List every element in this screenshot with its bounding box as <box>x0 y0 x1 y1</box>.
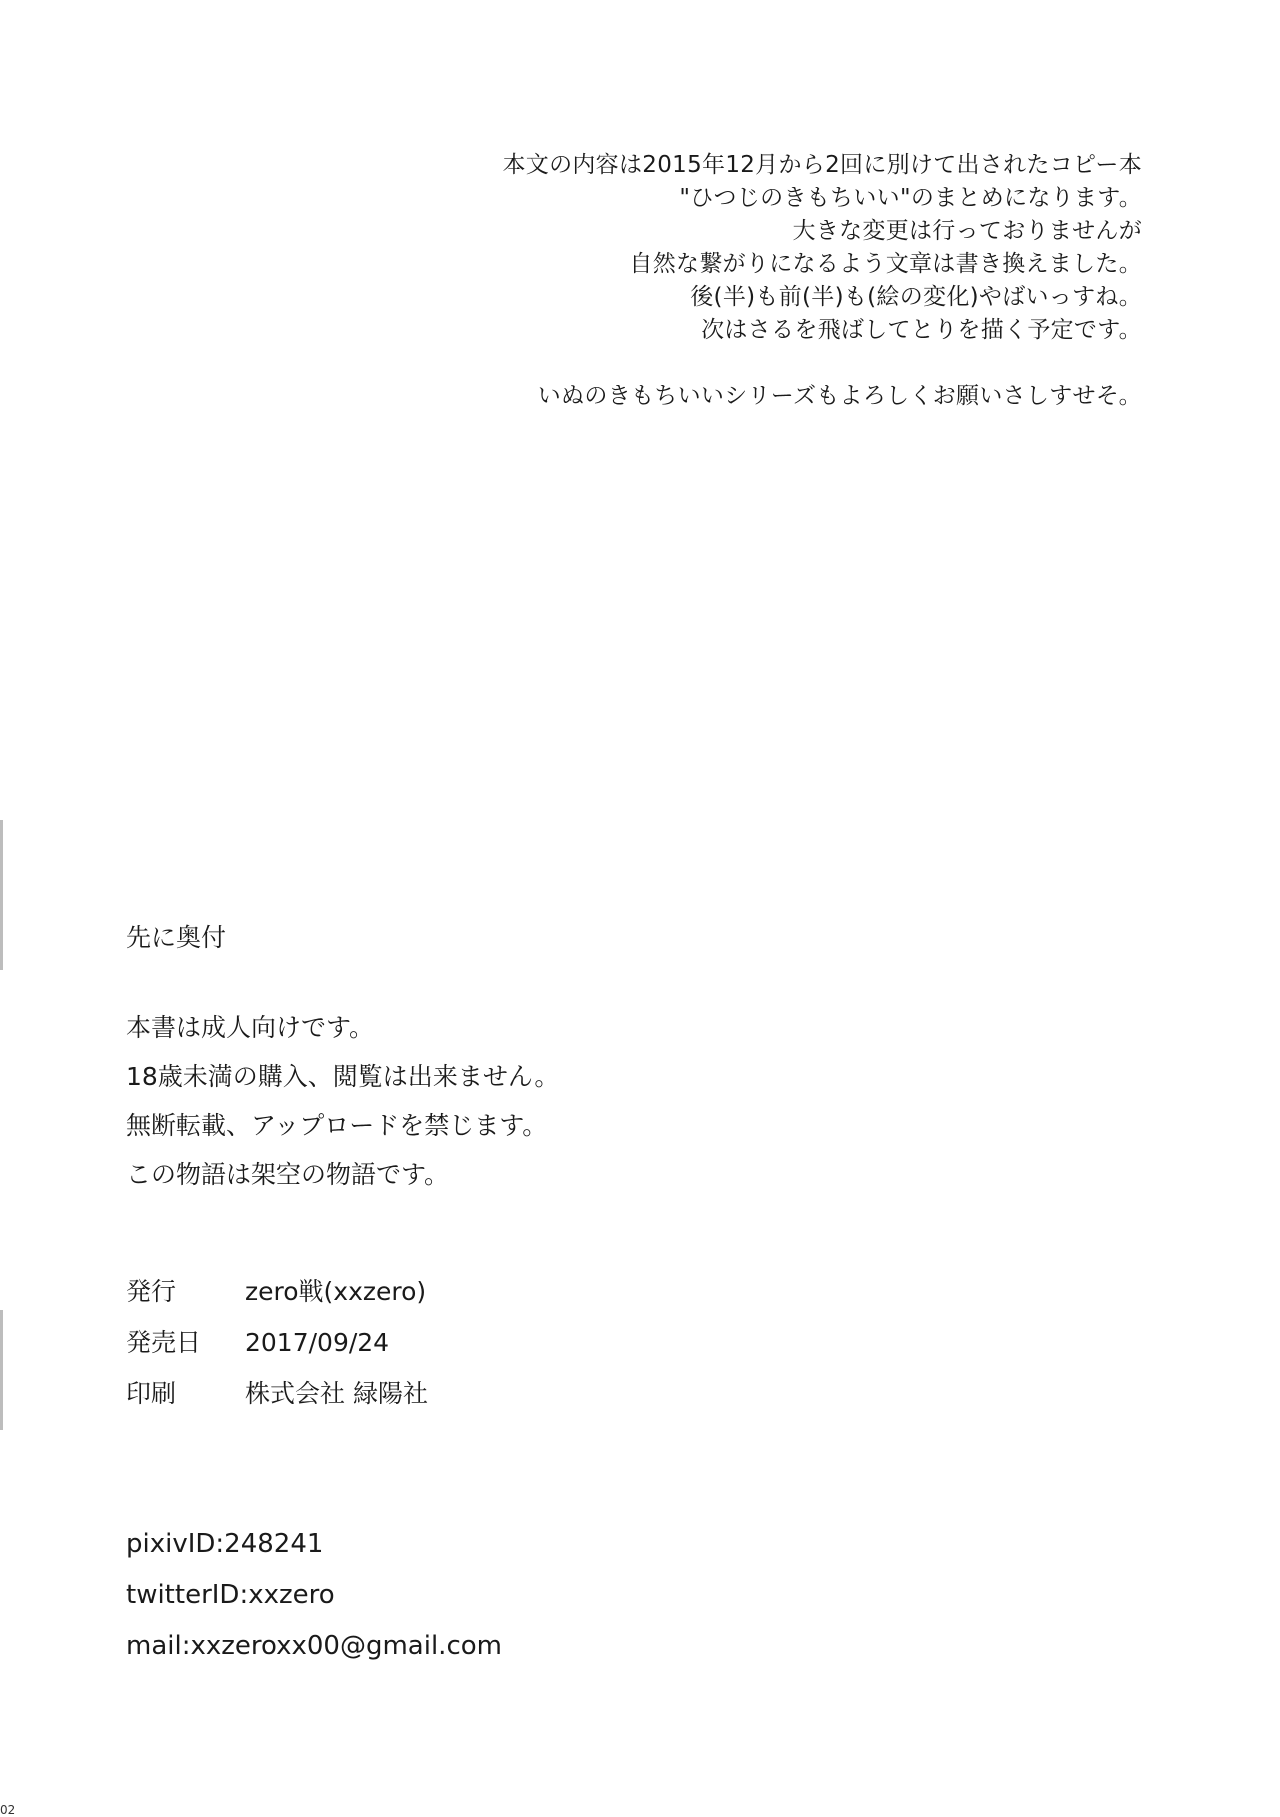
pixiv-id: pixivID:248241 <box>126 1529 324 1559</box>
twitter-id: twitterID:xxzero <box>126 1580 335 1610</box>
notice-line: この物語は架空の物語です。 <box>126 1160 450 1189</box>
publisher-row <box>126 1266 428 1317</box>
printer-row <box>126 1368 428 1419</box>
preface-text <box>502 149 1142 413</box>
publisher-value: zero戦(xxzero) <box>245 1277 427 1306</box>
contact-info <box>126 1519 502 1672</box>
release-date-value: 2017/09/24 <box>245 1328 390 1357</box>
release-date-label: 発売日 <box>126 1328 202 1357</box>
printer-value: 株式会社 緑陽社 <box>245 1379 428 1408</box>
preface-line: 次はさるを飛ばしてとりを描く予定です。 <box>701 317 1142 343</box>
release-date-row <box>126 1317 428 1368</box>
preface-line: 自然な繋がりになるよう文章は書き換えました。 <box>629 251 1142 277</box>
notice-line: 無断転載、アップロードを禁じます。 <box>126 1111 548 1140</box>
preface-line: いぬのきもちいいシリーズもよろしくお願いさしすせそ。 <box>537 383 1142 409</box>
scan-edge-mark <box>0 820 3 970</box>
scan-edge-mark <box>0 1310 3 1430</box>
paragraph-gap <box>502 347 1142 380</box>
email-address: mail:xxzeroxx00@gmail.com <box>126 1631 502 1661</box>
notice-line: 本書は成人向けです。 <box>126 1013 375 1042</box>
preface-line: 後(半)も前(半)も(絵の変化)やばいっすね。 <box>690 284 1142 310</box>
printer-label: 印刷 <box>126 1379 177 1408</box>
preface-line: 本文の内容は2015年12月から2回に別けて出されたコピー本 <box>502 152 1142 178</box>
notice-line: 18歳未満の購入、閲覧は出来ません。 <box>126 1062 560 1091</box>
colophon-heading: 先に奥付 <box>126 923 227 952</box>
preface-line: 大きな変更は行っておりませんが <box>792 218 1142 244</box>
preface-line: "ひつじのきもちいい"のまとめになります。 <box>679 185 1142 211</box>
page-number: 02 <box>0 1803 16 1817</box>
publication-info <box>126 1266 428 1419</box>
notices-block <box>126 1003 559 1199</box>
publisher-label: 発行 <box>126 1277 177 1306</box>
